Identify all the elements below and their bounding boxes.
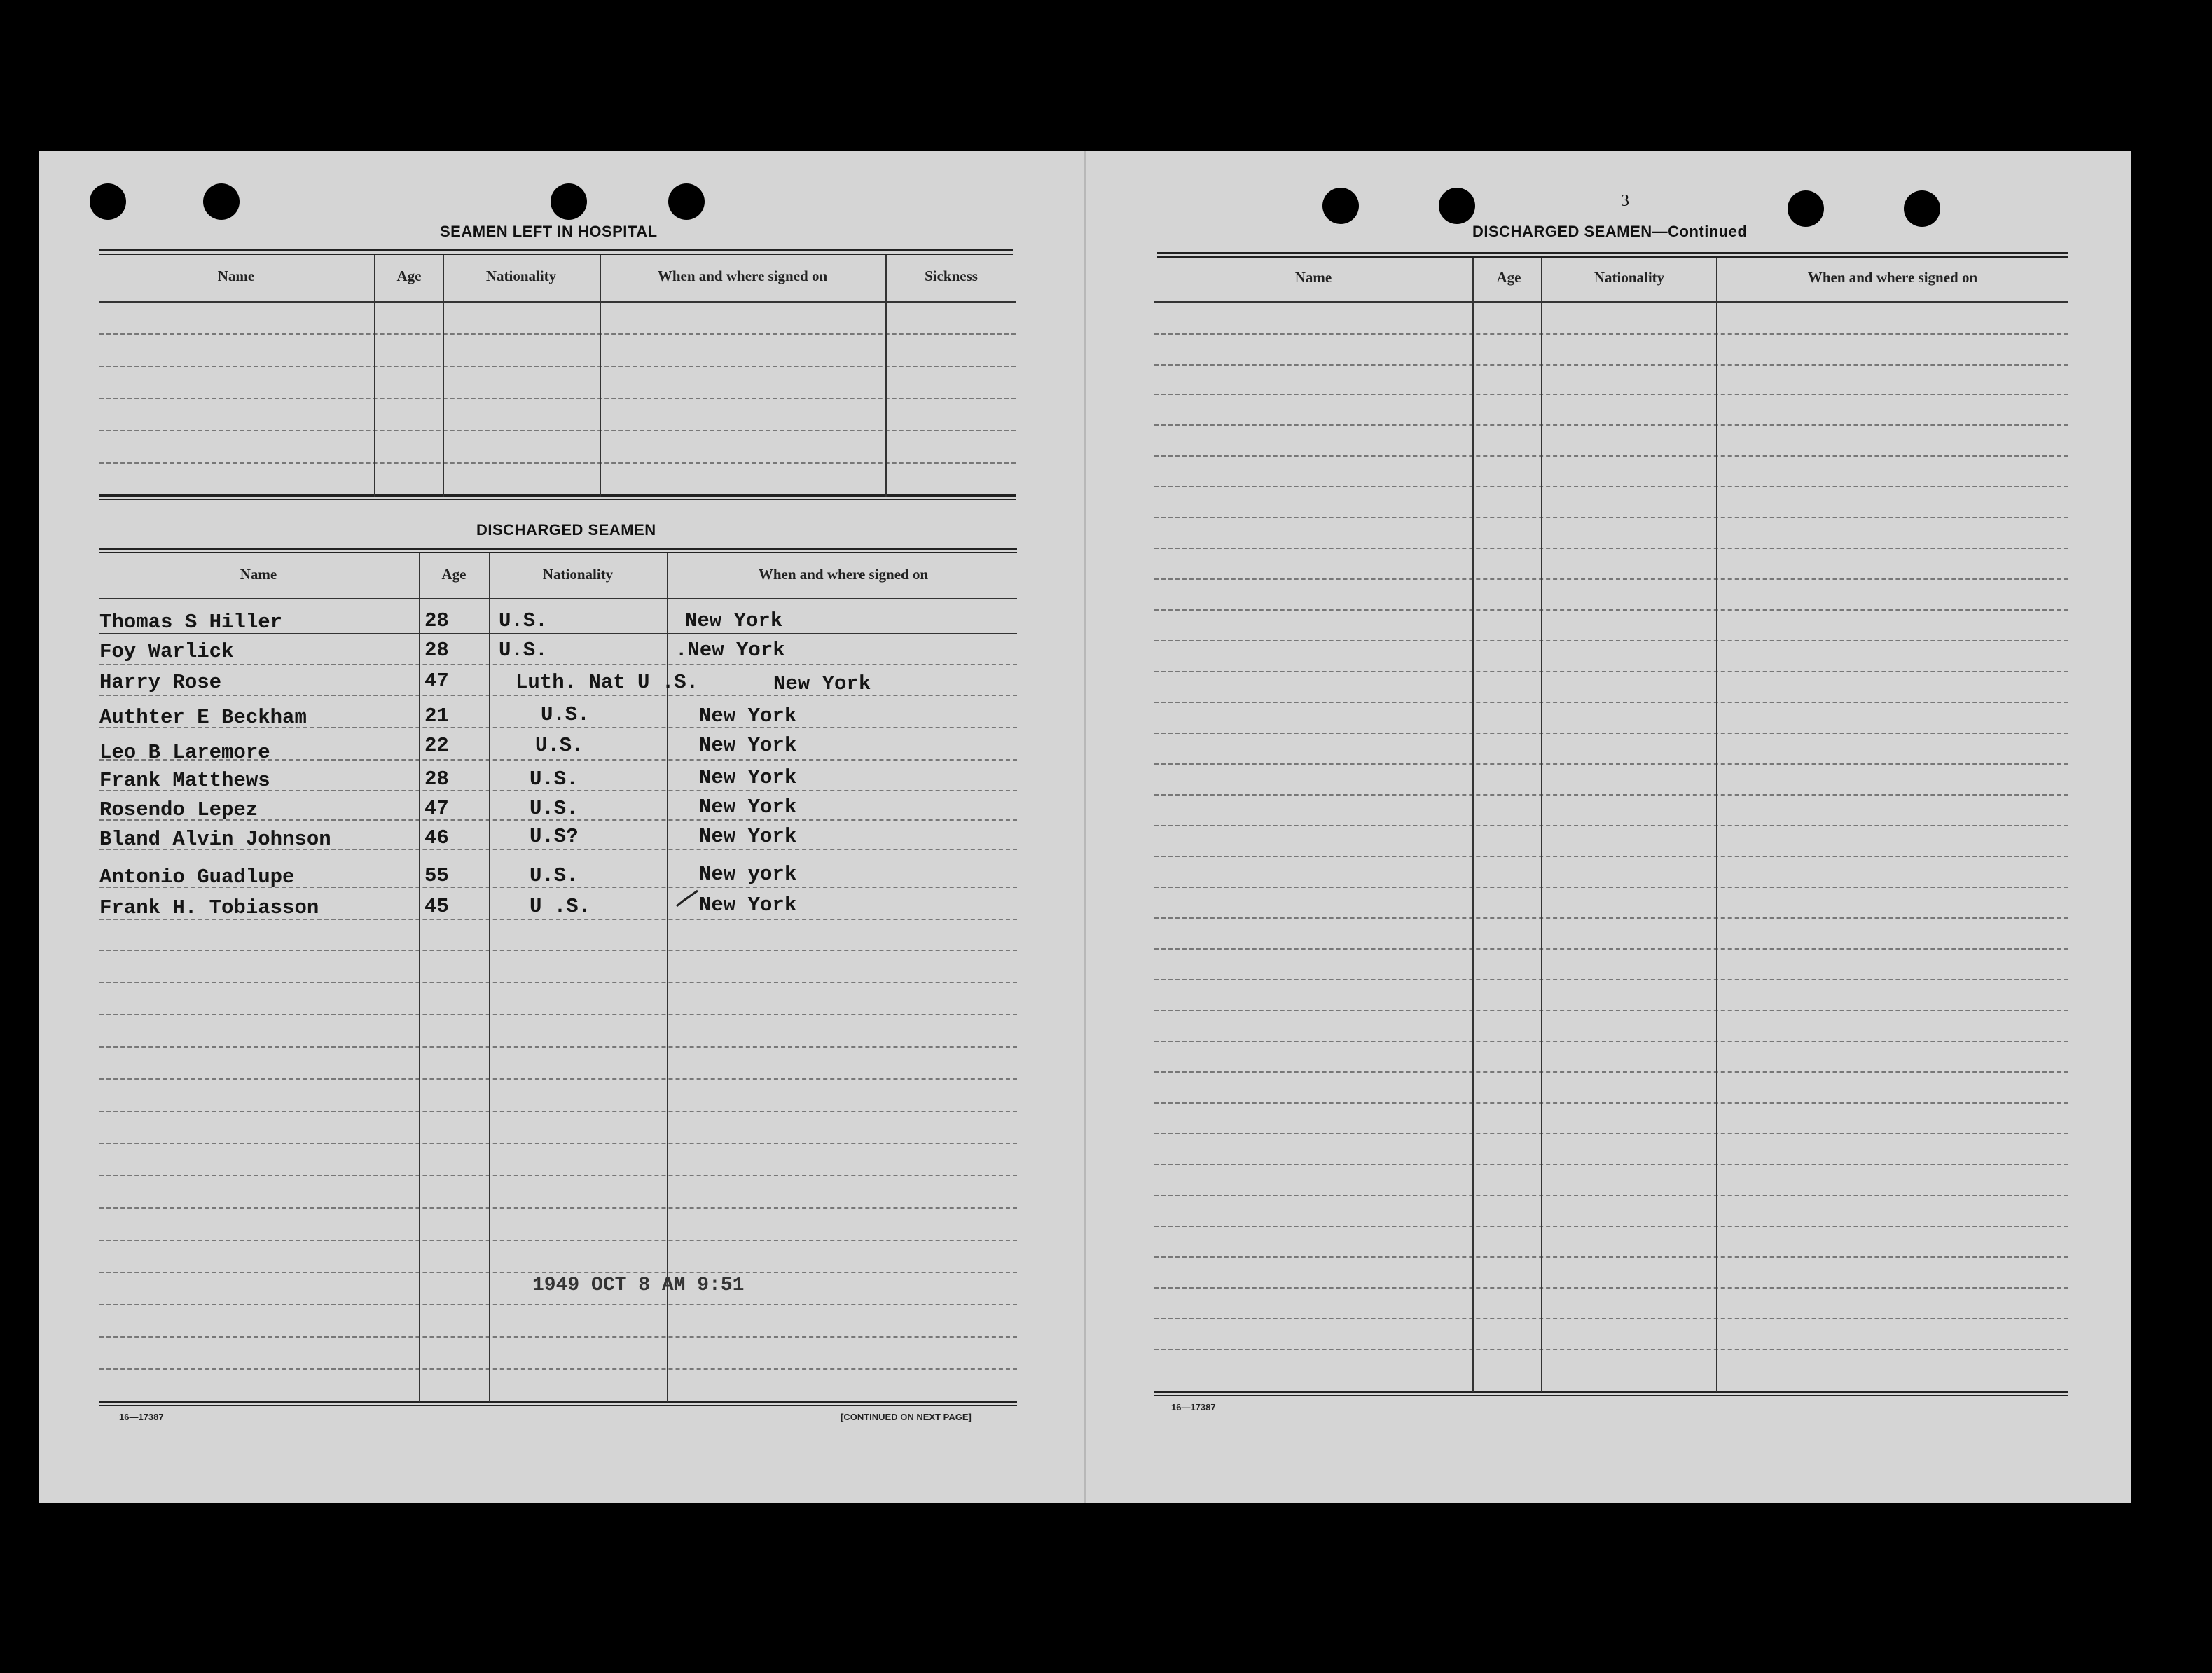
row-rule xyxy=(1154,979,2068,980)
seaman-age: 47 xyxy=(424,669,449,693)
row-rule xyxy=(1154,548,2068,549)
page-fold xyxy=(1084,151,1086,1503)
row-rule xyxy=(99,1240,1017,1241)
row-rule xyxy=(1154,640,2068,641)
row-rule xyxy=(1154,455,2068,457)
punch-hole xyxy=(1322,188,1359,224)
seaman-name: Antonio Guadlupe xyxy=(99,866,295,889)
seaman-name: Leo B Laremore xyxy=(99,741,270,764)
seaman-name: Frank Matthews xyxy=(99,769,270,792)
seaman-nationality: U.S. xyxy=(535,734,584,757)
row-rule xyxy=(1154,1071,2068,1073)
punch-hole xyxy=(1439,188,1475,224)
form-number: 16—17387 xyxy=(1171,1402,1216,1412)
row-rule xyxy=(99,1111,1017,1112)
continued-header-rule xyxy=(1154,301,2068,303)
punch-hole xyxy=(203,183,240,220)
row-rule xyxy=(1154,1041,2068,1042)
punch-hole xyxy=(551,183,587,220)
seaman-age: 28 xyxy=(424,609,449,632)
seaman-age: 45 xyxy=(424,895,449,918)
row-rule xyxy=(1154,671,2068,672)
continued-col-age: Age xyxy=(1496,269,1521,286)
continued-col-name: Name xyxy=(1294,269,1332,286)
seaman-nationality: Luth. Nat U .S. xyxy=(516,671,699,694)
page-number: 3 xyxy=(1621,192,1629,210)
discharged-col-signed-on: When and where signed on xyxy=(758,566,929,583)
row-rule xyxy=(1154,1256,2068,1258)
seaman-nationality: U.S. xyxy=(541,703,590,726)
row-rule xyxy=(99,950,1017,951)
row-rule xyxy=(1154,1349,2068,1350)
row-rule xyxy=(1154,578,2068,580)
row-rule xyxy=(99,1014,1017,1015)
row-rule xyxy=(99,1078,1017,1080)
seaman-signed-on: New York xyxy=(699,734,797,757)
row-rule xyxy=(1154,702,2068,703)
seaman-nationality: U.S. xyxy=(499,639,548,662)
row-rule xyxy=(1154,394,2068,395)
seaman-nationality: U.S. xyxy=(530,864,579,887)
row-rule xyxy=(99,1143,1017,1144)
hospital-header-rule xyxy=(99,301,1016,303)
discharged-col-age: Age xyxy=(441,566,466,583)
hospital-col-divider xyxy=(885,255,887,497)
row-rule xyxy=(1154,609,2068,611)
seaman-signed-on: New York xyxy=(685,609,783,632)
seaman-signed-on: New York xyxy=(699,704,797,728)
seaman-nationality: U.S? xyxy=(530,825,579,848)
row-rule xyxy=(1154,1164,2068,1165)
hospital-section-title: SEAMEN LEFT IN HOSPITAL xyxy=(440,223,658,240)
row-rule xyxy=(99,695,1017,696)
row-rule xyxy=(1154,763,2068,765)
row-rule xyxy=(1154,825,2068,826)
row-rule xyxy=(99,982,1017,983)
hospital-row-rule xyxy=(99,430,1016,431)
punch-hole xyxy=(1788,190,1824,227)
row-rule xyxy=(1154,1318,2068,1319)
row-rule xyxy=(1154,424,2068,426)
row-rule xyxy=(99,1336,1017,1338)
form-number: 16—17387 xyxy=(119,1412,164,1422)
discharged-col-divider xyxy=(489,553,490,1402)
row-rule xyxy=(99,664,1017,665)
hospital-col-divider xyxy=(443,255,444,497)
discharged-section-title: DISCHARGED SEAMEN xyxy=(476,521,656,539)
discharged-col-divider xyxy=(419,553,420,1402)
hospital-col-divider xyxy=(600,255,601,497)
seaman-name: Thomas S Hiller xyxy=(99,611,283,634)
seaman-signed-on: New York xyxy=(699,766,797,789)
seaman-signed-on: New York xyxy=(699,796,797,819)
row-rule xyxy=(1154,1102,2068,1104)
row-rule xyxy=(1154,794,2068,796)
seaman-name: Foy Warlick xyxy=(99,640,234,663)
row-rule xyxy=(1154,948,2068,950)
hospital-table-bottom-rule xyxy=(99,494,1016,500)
hospital-row-rule xyxy=(99,333,1016,335)
hospital-row-rule xyxy=(99,398,1016,399)
continued-col-divider xyxy=(1541,258,1542,1392)
continued-col-signed-on: When and where signed on xyxy=(1807,269,1978,286)
punch-hole xyxy=(90,183,126,220)
row-rule xyxy=(1154,733,2068,734)
punch-hole xyxy=(1904,190,1940,227)
row-rule xyxy=(99,1368,1017,1370)
continued-col-divider xyxy=(1716,258,1717,1392)
seaman-signed-on: New York xyxy=(773,672,871,695)
discharged-table-bottom-rule xyxy=(99,1401,1017,1406)
hospital-row-rule xyxy=(99,462,1016,464)
row-rule xyxy=(1154,917,2068,919)
row-rule xyxy=(1154,333,2068,335)
row-rule xyxy=(1154,517,2068,518)
continued-col-nationality: Nationality xyxy=(1594,269,1665,286)
hospital-col-divider xyxy=(374,255,375,497)
seaman-signed-on: .New York xyxy=(675,639,785,662)
discharged-header-rule xyxy=(99,598,1017,599)
row-rule xyxy=(1154,486,2068,487)
continued-table-bottom-rule xyxy=(1154,1391,2068,1396)
hospital-col-name: Name xyxy=(217,268,255,284)
seaman-age: 22 xyxy=(424,734,449,757)
seaman-nationality: U .S. xyxy=(530,895,591,918)
seaman-signed-on: New york xyxy=(699,863,797,886)
punch-hole xyxy=(668,183,705,220)
seaman-name: Authter E Beckham xyxy=(99,706,307,729)
seaman-nationality: U.S. xyxy=(499,609,548,632)
row-rule xyxy=(1154,1010,2068,1011)
seaman-age: 28 xyxy=(424,639,449,662)
row-rule xyxy=(1154,364,2068,366)
date-stamp: 1949 OCT 8 AM 9:51 xyxy=(532,1275,745,1296)
discharged-col-name: Name xyxy=(240,566,277,583)
row-rule xyxy=(1154,887,2068,888)
row-rule xyxy=(99,1175,1017,1176)
discharged-continued-title: DISCHARGED SEAMEN—Continued xyxy=(1472,223,1748,240)
seaman-name: Bland Alvin Johnson xyxy=(99,828,331,851)
seaman-name: Rosendo Lepez xyxy=(99,798,258,821)
row-rule xyxy=(1154,1133,2068,1134)
hospital-row-rule xyxy=(99,366,1016,367)
seaman-age: 46 xyxy=(424,826,449,849)
seaman-nationality: U.S. xyxy=(530,797,579,820)
hospital-col-signed-on: When and where signed on xyxy=(657,268,828,284)
continued-note: [CONTINUED ON NEXT PAGE] xyxy=(841,1412,972,1422)
seaman-nationality: U.S. xyxy=(530,768,579,791)
row-rule xyxy=(1154,1195,2068,1196)
continued-table-top-rule xyxy=(1157,252,2068,258)
row-rule xyxy=(1154,1226,2068,1227)
seaman-age: 21 xyxy=(424,704,449,728)
hospital-table-top-rule xyxy=(99,249,1013,255)
seaman-signed-on: New York xyxy=(699,825,797,848)
seaman-signed-on: New York xyxy=(699,894,797,917)
row-rule xyxy=(99,1046,1017,1048)
hospital-col-sickness: Sickness xyxy=(925,268,978,284)
seaman-age: 55 xyxy=(424,864,449,887)
row-rule xyxy=(1154,1287,2068,1289)
continued-col-divider xyxy=(1472,258,1474,1392)
row-rule xyxy=(1154,856,2068,857)
row-rule xyxy=(99,1272,1017,1273)
row-rule xyxy=(99,1207,1017,1209)
row-rule xyxy=(99,1304,1017,1305)
hospital-col-nationality: Nationality xyxy=(485,268,557,284)
discharged-table-top-rule xyxy=(99,548,1017,553)
seaman-name: Harry Rose xyxy=(99,671,222,694)
discharged-col-nationality: Nationality xyxy=(542,566,614,583)
check-mark-icon xyxy=(674,885,702,913)
seaman-age: 28 xyxy=(424,768,449,791)
seaman-age: 47 xyxy=(424,797,449,820)
hospital-col-age: Age xyxy=(396,268,422,284)
seaman-name: Frank H. Tobiasson xyxy=(99,896,319,919)
